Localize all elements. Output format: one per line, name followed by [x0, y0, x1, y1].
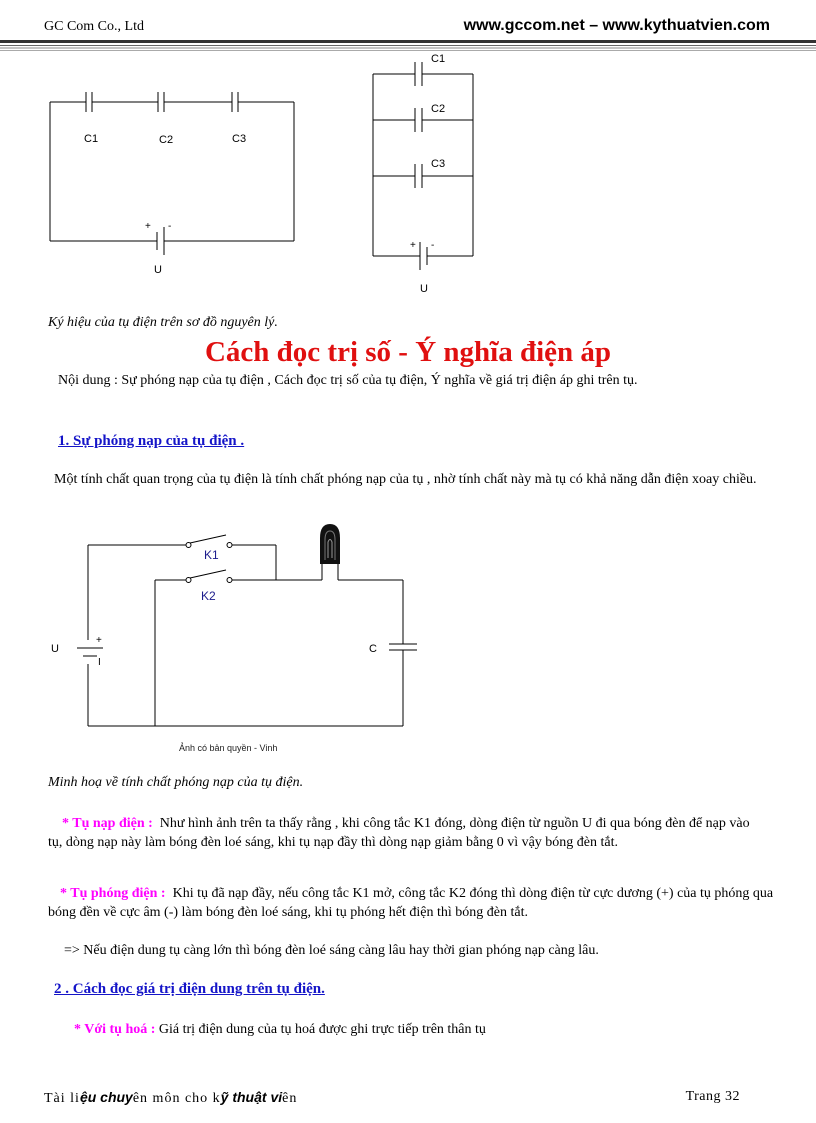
- page-title: Cách đọc trị số - Ý nghĩa điện áp: [204, 336, 612, 368]
- footer-part-1: Tài li: [44, 1091, 80, 1106]
- parallel-c3-label: C3: [431, 158, 446, 170]
- switch-k2-label: K2: [201, 589, 216, 603]
- figure2-caption: Minh hoạ về tính chất phóng nạp của tụ điện.: [48, 775, 304, 790]
- source-u-label: U: [51, 643, 59, 655]
- section1-paragraph: Một tính chất quan trọng của tụ điện là tính chất phóng nạp của tụ , nhờ tính chất này mà tụ có khả năng dẫn điện xoay chiều.: [54, 472, 757, 487]
- page-number: Trang 32: [685, 1089, 740, 1104]
- discharge-label: * Tụ phóng điện :: [60, 886, 166, 901]
- series-minus-label: -: [168, 221, 172, 232]
- charge-label: * Tụ nạp điện :: [62, 816, 153, 831]
- website-links: www.gccom.net – www.kythuatvien.com: [463, 17, 770, 34]
- parallel-c1-label: C1: [431, 53, 446, 65]
- electrolytic-text: Giá trị điện dung của tụ hoá được ghi trực tiếp trên thân tụ: [158, 1022, 486, 1037]
- electrolytic-label: * Với tụ hoá :: [74, 1022, 156, 1037]
- footer-part-3: ên môn cho k: [132, 1091, 221, 1106]
- series-u-label: U: [154, 264, 162, 276]
- capacitor-symbols-figure: [0, 48, 816, 310]
- switch-k1-label: K1: [204, 548, 219, 562]
- capacitor-c-label: C: [369, 643, 377, 655]
- copyright-note: Ảnh có bản quyền - Vinh: [179, 743, 278, 753]
- parallel-plus-label: +: [410, 240, 416, 251]
- conclusion-paragraph: => Nếu điện dung tụ càng lớn thì bóng đèn loé sáng càng lâu hay thời gian phóng nạp càng lâu.: [64, 943, 599, 958]
- section2-heading: 2 . Cách đọc giá trị điện dung trên tụ điện.: [54, 981, 325, 997]
- footer-title: [44, 1089, 297, 1107]
- parallel-u-label: U: [420, 283, 428, 295]
- figure1-caption: Ký hiệu của tụ điện trên sơ đồ nguyên lý.: [48, 315, 278, 330]
- series-c2-label: C2: [159, 134, 174, 146]
- light-bulb: [320, 524, 340, 564]
- series-c1-label: C1: [84, 133, 99, 145]
- parallel-minus-label: -: [431, 240, 435, 251]
- discharge-paragraph: [48, 884, 774, 922]
- section1-heading: 1. Sự phóng nạp của tụ điện .: [58, 433, 245, 449]
- source-plus-label: +: [96, 635, 102, 646]
- footer-part-5: ên: [282, 1091, 298, 1106]
- electrolytic-paragraph: [74, 1020, 486, 1039]
- parallel-c2-label: C2: [431, 103, 446, 115]
- charge-discharge-circuit: [40, 518, 440, 763]
- discharge-text: Khi tụ đã nạp đầy, nếu công tắc K1 mở, công tắc K2 đóng thì dòng điện từ cực dương (+) của tụ phóng qua bóng đền về cực âm (-) làm bóng đèn loé sáng, khi tụ phóng hết điện thì bóng đèn tắt.: [48, 886, 774, 920]
- footer-part-2: ệu chuy: [79, 1089, 133, 1105]
- series-c3-label: C3: [232, 133, 247, 145]
- company-name: GC Com Co., Ltd: [44, 19, 144, 34]
- series-circuit: [50, 92, 294, 255]
- charge-text: Như hình ảnh trên ta thấy rằng , khi công tắc K1 đóng, dòng điện từ nguồn U đi qua bóng đèn để nạp vào tụ, dòng nạp này làm bóng đèn loé sáng, khi tụ nạp đầy thì dòng nạp giảm bằng 0 vì vậy bóng đèn tắt.: [48, 816, 750, 850]
- series-plus-label: +: [145, 221, 151, 232]
- intro-paragraph: Nội dung : Sự phóng nạp của tụ điện , Cách đọc trị số của tụ điện, Ý nghĩa về giá trị điện áp ghi trên tụ.: [58, 373, 638, 388]
- parallel-circuit: [373, 62, 473, 270]
- charge-paragraph: [48, 814, 758, 852]
- footer-part-4: ỹ thuật vi: [220, 1089, 283, 1105]
- source-minus-label: I: [98, 657, 101, 668]
